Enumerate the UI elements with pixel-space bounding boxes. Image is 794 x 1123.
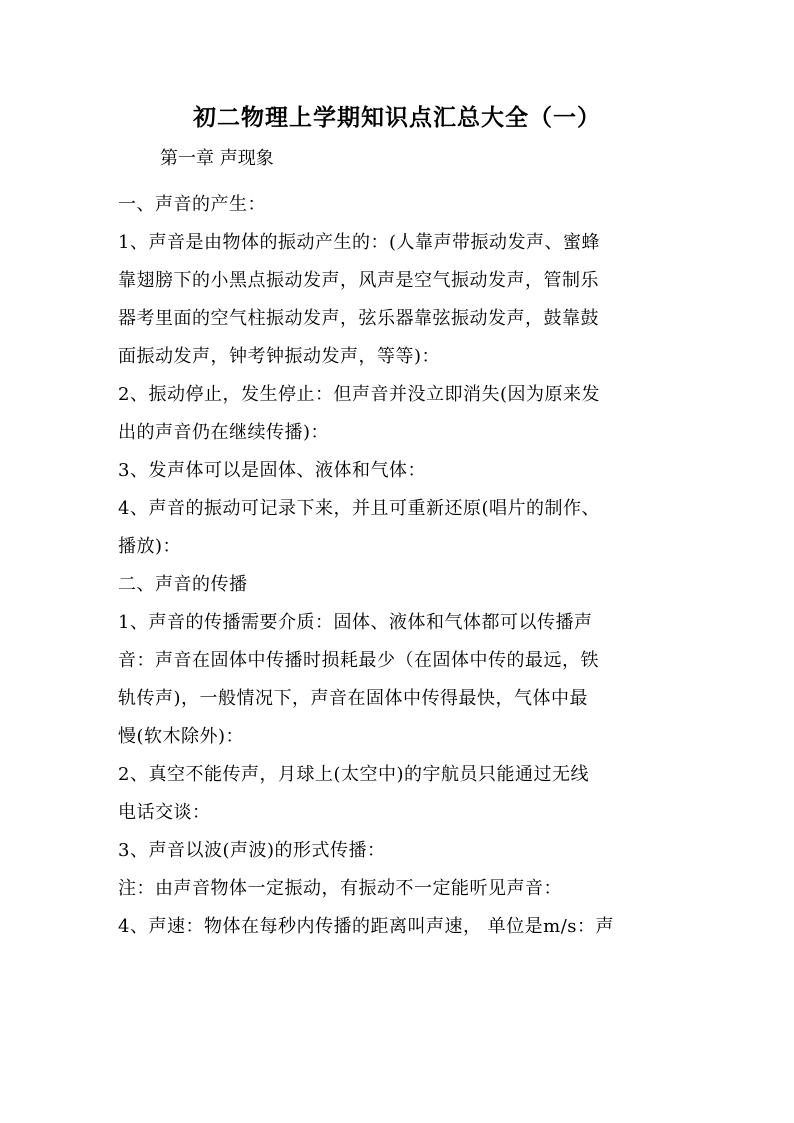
text-line: 4、声速：物体在每秒内传播的距离叫声速， 单位是m/s：声 xyxy=(118,916,615,937)
chapter-heading: 第一章 声现象 xyxy=(160,148,274,169)
text-line: 轨传声)，一般情况下，声音在固体中传得最快，气体中最 xyxy=(118,688,589,709)
text-line: 电话交谈： xyxy=(118,802,211,823)
text-line: 3、声音以波(声波)的形式传播： xyxy=(118,840,386,861)
text-line: 音：声音在固体中传播时损耗最少（在固体中传的最远，铁 xyxy=(118,650,599,671)
text-line: 一、声音的产生： xyxy=(118,194,266,215)
text-line: 1、声音是由物体的振动产生的：(人靠声带振动发声、蜜蜂 xyxy=(118,232,600,253)
text-line: 面振动发声，钟考钟振动发声，等等)： xyxy=(118,346,441,367)
text-line: 1、声音的传播需要介质：固体、液体和气体都可以传播声 xyxy=(118,612,593,633)
section-heading: 二、声音的传播 xyxy=(118,574,248,595)
text-line: 器考里面的空气柱振动发声，弦乐器靠弦振动发声，鼓靠鼓 xyxy=(118,308,599,329)
text-line: 3、发声体可以是固体、液体和气体： xyxy=(118,460,426,481)
text-line: 出的声音仍在继续传播)： xyxy=(118,422,330,443)
page-title: 初二物理上学期知识点汇总大全（一） xyxy=(193,104,601,131)
text-line: 注：由声音物体一定振动，有振动不一定能听见声音： xyxy=(118,878,562,899)
text-line: 慢(软木除外)： xyxy=(118,726,245,747)
text-line: 2、振动停止，发生停止：但声音并没立即消失(因为原来发 xyxy=(118,384,600,405)
text-line: 靠翅膀下的小黑点振动发声，风声是空气振动发声，管制乐 xyxy=(118,270,599,291)
text-line: 播放)： xyxy=(118,536,182,557)
text-line: 4、声音的振动可记录下来，并且可重新还原(唱片的制作、 xyxy=(118,498,600,519)
document-body xyxy=(118,186,698,946)
text-line: 2、真空不能传声，月球上(太空中)的宇航员只能通过无线 xyxy=(118,764,589,785)
